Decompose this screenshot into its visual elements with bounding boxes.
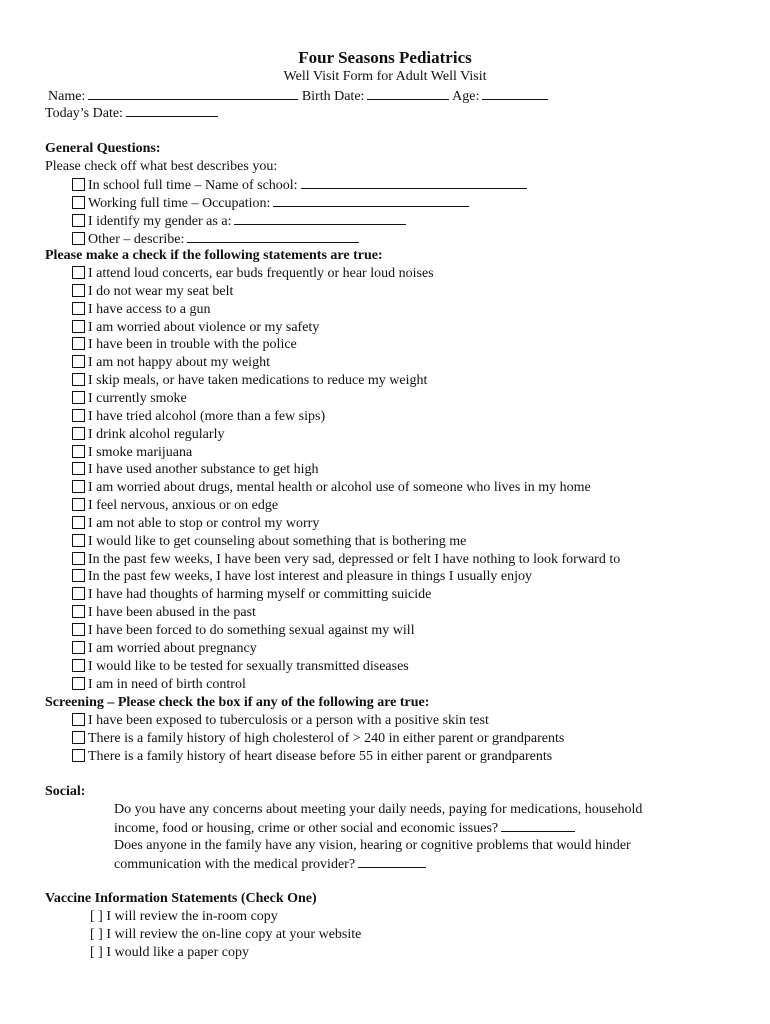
checkbox[interactable]	[72, 587, 85, 600]
checkbox-label: I currently smoke	[88, 390, 187, 406]
checkbox[interactable]	[72, 320, 85, 333]
statement-item-18	[72, 568, 532, 586]
checkbox-label: I have tried alcohol (more than a few sips)	[88, 408, 326, 424]
statement-item-20	[72, 604, 256, 622]
checkbox-label: I am in need of birth control	[88, 676, 246, 692]
statement-item-16	[72, 533, 466, 551]
checkbox-label: There is a family history of heart disease before 55 in either parent or grandparents	[88, 749, 553, 764]
checkbox-label: I have been forced to do something sexual against my will	[88, 623, 415, 638]
birth-date-field[interactable]	[367, 87, 449, 100]
checkbox-label: I am worried about drugs, mental health or alcohol use of someone who lives in my home	[88, 480, 591, 496]
statement-item-6	[72, 354, 270, 372]
checkbox[interactable]	[72, 445, 85, 458]
option-label: Working full time – Occupation:	[88, 196, 271, 211]
checkbox[interactable]	[72, 196, 85, 209]
statement-item-11	[72, 444, 192, 462]
statement-item-4	[72, 319, 319, 337]
checkbox[interactable]	[72, 516, 85, 529]
general-option-working	[72, 194, 469, 213]
screening-item-2	[72, 730, 564, 748]
checkbox[interactable]	[72, 391, 85, 404]
form-subtitle: Well Visit Form for Adult Well Visit	[283, 69, 487, 84]
statement-item-24	[72, 676, 246, 694]
statement-item-15	[72, 515, 319, 533]
checkbox-label: In the past few weeks, I have been very sad, depressed or felt I have nothing to look forward to	[88, 551, 621, 567]
checkbox[interactable]	[72, 178, 85, 191]
social-question-1-line-2	[114, 819, 575, 838]
general-option-school	[72, 176, 527, 195]
checkbox[interactable]	[72, 498, 85, 511]
checkbox-label: I attend loud concerts, ear buds frequently or hear loud noises	[88, 266, 434, 281]
screening-item-3	[72, 748, 552, 766]
todays-date-field[interactable]	[126, 104, 218, 117]
option-label: I identify my gender as a:	[88, 214, 232, 229]
checkbox-label: I skip meals, or have taken medications to reduce my weight	[88, 373, 428, 389]
statements-heading: Please make a check if the following statements are true:	[45, 248, 383, 263]
checkbox[interactable]	[72, 427, 85, 440]
age-field[interactable]	[482, 87, 548, 100]
checkbox-label: I have been in trouble with the police	[88, 337, 297, 353]
vaccine-option-paper[interactable]: [ ] I would like a paper copy	[90, 945, 249, 960]
statement-item-7	[72, 372, 427, 390]
checkbox-label: I do not wear my seat belt	[88, 283, 234, 299]
checkbox-label: I would like to be tested for sexually transmitted diseases	[88, 658, 409, 674]
screening-heading: Screening – Please check the box if any of the following are true:	[45, 695, 430, 710]
option-label: Other – describe:	[88, 232, 185, 247]
social-question-2-text: communication with the medical provider?	[114, 857, 356, 872]
checkbox[interactable]	[72, 659, 85, 672]
statement-item-1	[72, 265, 434, 283]
social-heading: Social:	[45, 784, 86, 799]
checkbox-label: I have used another substance to get high	[88, 462, 319, 478]
general-questions-prompt: Please check off what best describes you:	[45, 159, 278, 174]
checkbox[interactable]	[72, 266, 85, 279]
checkbox[interactable]	[72, 534, 85, 547]
social-question-1-answer[interactable]	[501, 819, 575, 832]
statement-item-19	[72, 586, 431, 604]
checkbox-label: I drink alcohol regularly	[88, 426, 225, 442]
other-describe-field[interactable]	[187, 230, 359, 243]
page-title: Four Seasons Pediatrics	[298, 48, 472, 67]
school-name-field[interactable]	[301, 176, 527, 189]
social-question-1-line-1: Do you have any concerns about meeting your daily needs, paying for medications, household	[114, 802, 643, 817]
checkbox-label: I have had thoughts of harming myself or committing suicide	[88, 587, 432, 603]
statement-item-10	[72, 426, 224, 444]
statement-item-14	[72, 497, 278, 515]
checkbox[interactable]	[72, 569, 85, 582]
name-label: Name:	[48, 89, 86, 104]
checkbox[interactable]	[72, 409, 85, 422]
statement-item-3	[72, 301, 210, 319]
checkbox-label: I have been abused in the past	[88, 605, 256, 621]
checkbox[interactable]	[72, 462, 85, 475]
statement-item-8	[72, 390, 187, 408]
checkbox[interactable]	[72, 641, 85, 654]
statement-item-22	[72, 640, 257, 658]
statement-item-2	[72, 283, 233, 301]
birth-date-label: Birth Date:	[301, 89, 365, 104]
statement-item-21	[72, 622, 415, 640]
checkbox[interactable]	[72, 337, 85, 350]
statement-item-5	[72, 336, 297, 354]
checkbox-label: I am not happy about my weight	[88, 355, 270, 371]
checkbox[interactable]	[72, 214, 85, 227]
checkbox[interactable]	[72, 605, 85, 618]
checkbox-label: I am not able to stop or control my worry	[88, 515, 320, 531]
general-questions-heading: General Questions:	[45, 141, 161, 156]
checkbox[interactable]	[72, 552, 85, 565]
checkbox[interactable]	[72, 749, 85, 762]
checkbox[interactable]	[72, 677, 85, 690]
screening-item-1	[72, 712, 489, 730]
checkbox-label: In the past few weeks, I have lost interest and pleasure in things I usually enjoy	[88, 569, 532, 585]
checkbox[interactable]	[72, 480, 85, 493]
social-question-1-text: income, food or housing, crime or other social and economic issues?	[114, 821, 499, 836]
checkbox-label: I have access to a gun	[88, 301, 211, 317]
statement-item-17	[72, 551, 620, 569]
statement-item-13	[72, 479, 591, 497]
checkbox[interactable]	[72, 731, 85, 744]
checkbox[interactable]	[72, 232, 85, 245]
checkbox-label: I smoke marijuana	[88, 444, 193, 460]
todays-date-row	[45, 104, 218, 123]
social-question-2-line-2	[114, 855, 426, 874]
checkbox-label: I feel nervous, anxious or on edge	[88, 498, 279, 514]
option-label: In school full time – Name of school:	[88, 178, 298, 193]
social-question-2-line-1: Does anyone in the family have any vision, hearing or cognitive problems that would hinder	[114, 838, 631, 853]
checkbox[interactable]	[72, 373, 85, 386]
checkbox-label: I would like to get counseling about something that is bothering me	[88, 533, 467, 549]
gender-field[interactable]	[234, 212, 406, 225]
vaccine-option-online[interactable]: [ ] I will review the on-line copy at your website	[90, 927, 362, 942]
vaccine-heading: Vaccine Information Statements (Check One)	[45, 891, 317, 906]
occupation-field[interactable]	[273, 194, 469, 207]
checkbox[interactable]	[72, 623, 85, 636]
vaccine-option-in-room[interactable]: [ ] I will review the in-room copy	[90, 909, 278, 924]
checkbox[interactable]	[72, 355, 85, 368]
checkbox[interactable]	[72, 302, 85, 315]
checkbox-label: There is a family history of high cholesterol of > 240 in either parent or grandparents	[88, 731, 565, 746]
todays-date-label: Today’s Date:	[45, 106, 123, 121]
checkbox[interactable]	[72, 713, 85, 726]
general-option-gender	[72, 212, 406, 231]
checkbox-label: I am worried about violence or my safety	[88, 319, 320, 335]
statement-item-23	[72, 658, 409, 676]
age-label: Age:	[452, 89, 480, 104]
checkbox-label: I have been exposed to tuberculosis or a person with a positive skin test	[88, 713, 489, 728]
checkbox-label: I am worried about pregnancy	[88, 640, 257, 656]
statement-item-12	[72, 461, 319, 479]
statement-item-9	[72, 408, 325, 426]
name-field[interactable]	[88, 87, 298, 100]
social-question-2-answer[interactable]	[358, 855, 426, 868]
checkbox[interactable]	[72, 284, 85, 297]
